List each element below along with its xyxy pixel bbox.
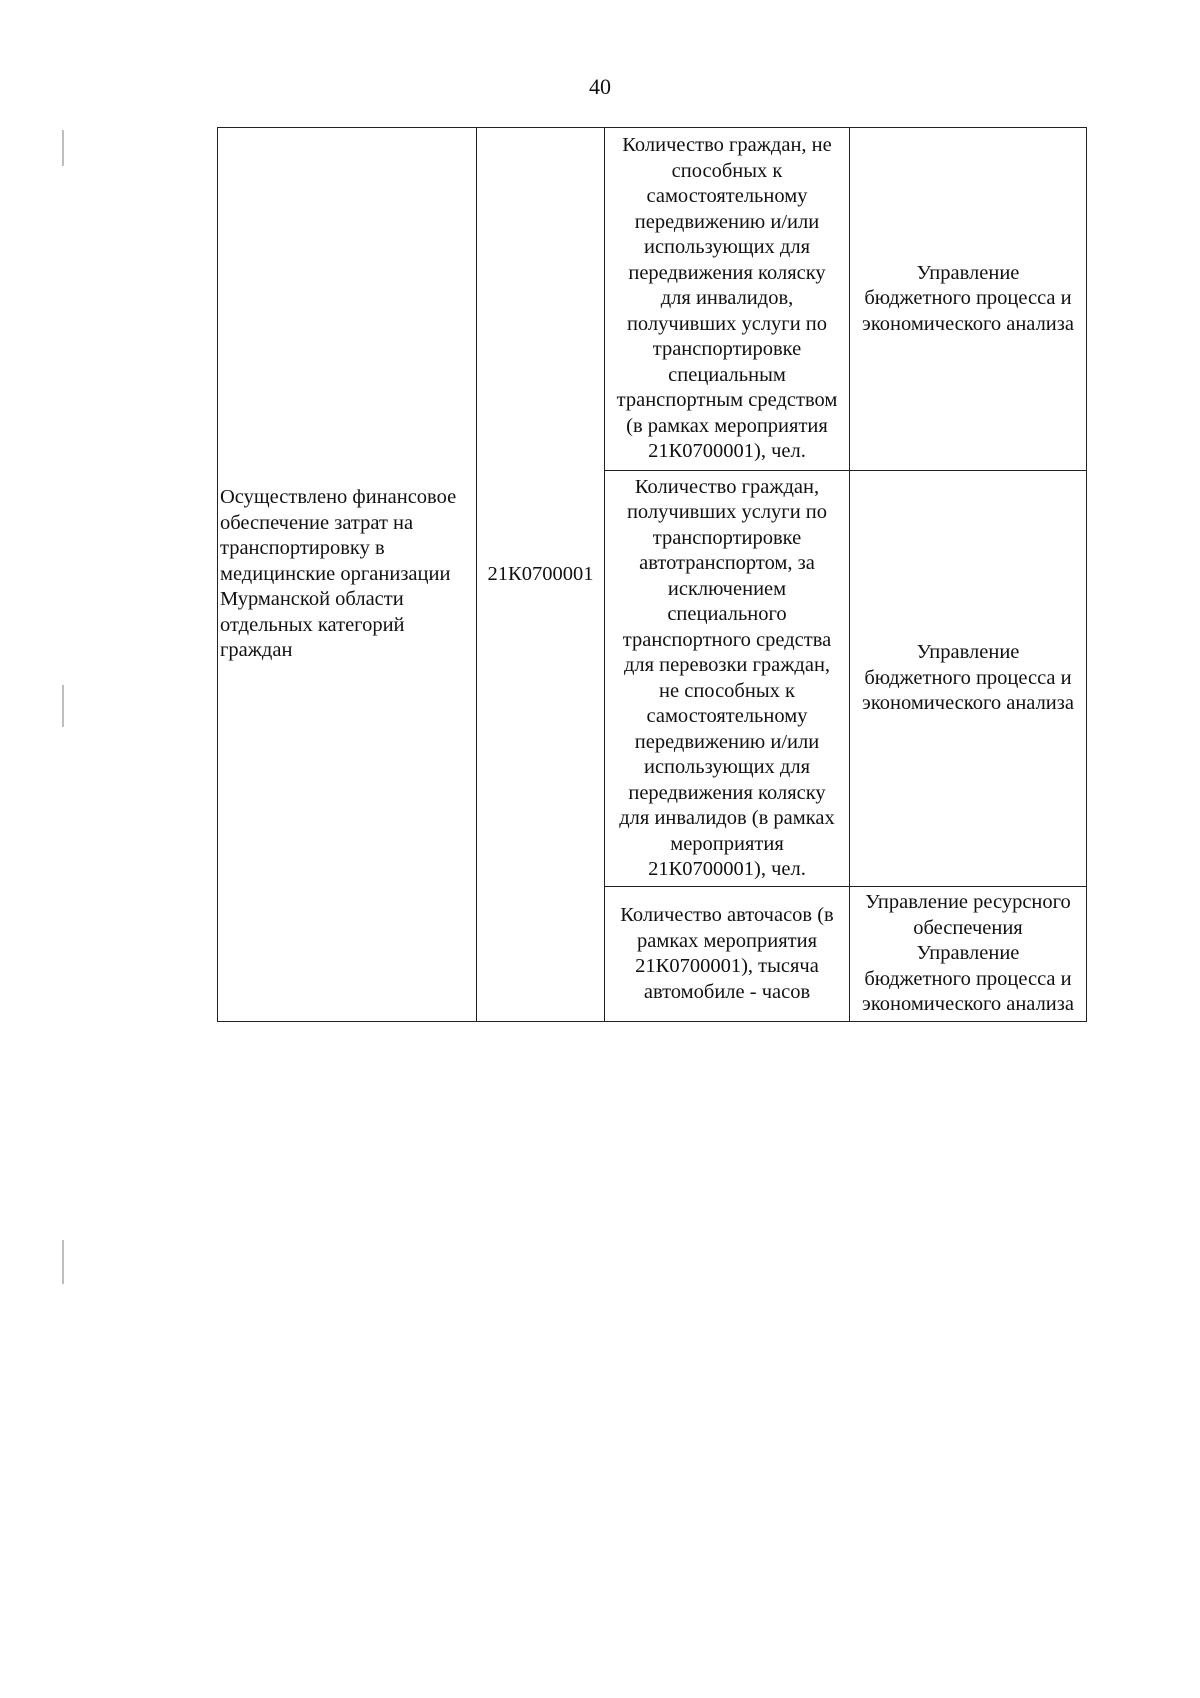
- responsible-cell: Управление ресурсного обеспечения Управление бюджетного процесса и экономического анализа: [850, 887, 1087, 1022]
- event-cell: Осуществлено финансовое обеспечение затрат на транспортировку в медицинские организации Мурманской области отдельных категорий граждан: [218, 128, 477, 1022]
- scan-margin-mark-1: [62, 130, 64, 166]
- scan-margin-mark-2: [62, 685, 64, 727]
- program-table: [217, 127, 1086, 1022]
- responsible-cell: Управление бюджетного процесса и экономического анализа: [850, 471, 1087, 887]
- responsible-cell: Управление бюджетного процесса и экономического анализа: [850, 128, 1087, 471]
- scan-margin-mark-3: [62, 1240, 64, 1284]
- event-code-cell: 21К0700001: [477, 128, 605, 1022]
- indicator-cell: Количество граждан, не способных к самостоятельному передвижению и/или использующих для передвижения коляску для инвалидов, получивших услуги по транспортировке специальным транспортным средством (в рамках мероприятия 21К0700001), чел.: [605, 128, 850, 471]
- indicator-cell: Количество граждан, получивших услуги по транспортировке автотранспортом, за исключением специального транспортного средства для перевозки граждан, не способных к самостоятельному передвижению и/или использующих для передвижения коляску для инвалидов (в рамках мероприятия 21К0700001), чел.: [605, 471, 850, 887]
- indicator-cell: Количество авточасов (в рамках мероприятия 21К0700001), тысяча автомобиле - часов: [605, 887, 850, 1022]
- page-number: 40: [589, 74, 611, 99]
- table-row: [218, 128, 1087, 471]
